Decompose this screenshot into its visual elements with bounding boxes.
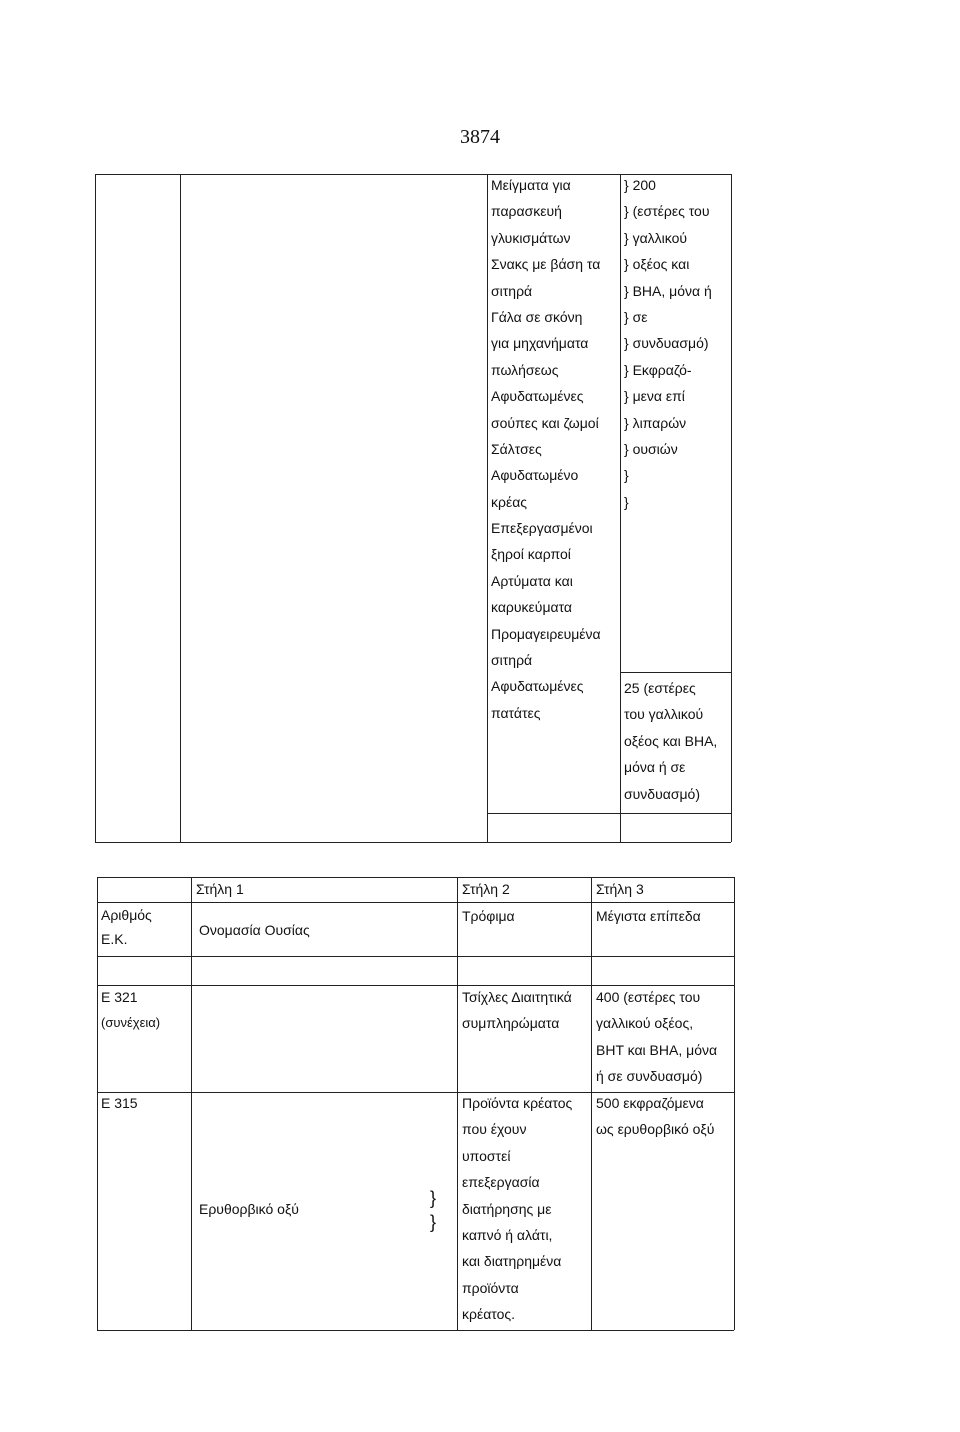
level-line: } οξέος και [624,256,690,273]
food-line: συμπληρώματα [462,1015,560,1032]
food-line: Σάλτσες [491,440,542,457]
level-line: } Εκφραζό- [624,361,692,378]
level-line: } [624,493,629,510]
upper-table-left-border [95,174,96,842]
number-header-line: Αριθμός [101,907,152,923]
food-line: Επεξεργασμένοι [491,520,593,537]
max-levels-header: Μέγιστα επίπεδα [596,908,701,924]
lower-table-header-bottom [97,956,734,957]
food-line: που έχουν [462,1121,527,1138]
lower-table-bottom-border [97,1330,734,1331]
level-line: } σε [624,308,648,325]
upper-levels-group-1 [624,172,712,515]
level-line: } 200 [624,177,656,193]
food-line: επεξεργασία [462,1174,540,1191]
number-header [101,903,152,951]
level-line: ή σε συνδυασμό) [596,1068,703,1085]
row-e321-foods [462,984,572,1037]
food-line: Αφυδατωμένες [491,678,584,695]
level-line: 400 (εστέρες του [596,989,701,1005]
food-line: Τσίχλες Διαιτητικά [462,989,572,1005]
food-line: προϊόντα [462,1279,519,1296]
food-line: πατάτες [491,704,541,721]
level-line: ως ερυθορβικό οξύ [596,1121,715,1138]
lower-table-left-border [97,877,98,1330]
food-line: Αφυδατωμένες [491,388,584,405]
food-line: κρέατος. [462,1306,516,1323]
foods-header: Τρόφιμα [462,908,515,924]
food-line: σιτηρά [491,652,533,669]
food-line: Προϊόντα κρέατος [462,1095,573,1111]
food-line: καρυκεύματα [491,599,573,616]
upper-table-bottom-border [95,842,731,843]
food-line: καπνό ή αλάτι, [462,1226,553,1243]
food-line: ξηροί καρποί [491,546,571,563]
number-header-line: Ε.Κ. [101,931,128,947]
food-line: Αρτύματα και [491,572,573,589]
food-line: Προμαγειρευμένα [491,625,601,642]
lower-table-col-line-3 [591,877,592,1330]
level-line: γαλλικού οξέος, [596,1015,694,1032]
lower-table-col-line-2 [457,877,458,1330]
level-line: ΒΗΤ και ΒΗΑ, μόνα [596,1041,718,1058]
number-line: Ε 321 [101,989,138,1005]
food-line: γλυκισμάτων [491,229,571,246]
food-line: Αφυδατωμένο [491,467,579,484]
food-line: Γάλα σε σκόνη [491,308,583,325]
food-line: για μηχανήματα [491,335,589,352]
level-line: 25 (εστέρες [624,680,696,696]
column-1-label: Στήλη 1 [196,881,244,897]
level-line: συνδυασμό) [624,785,700,802]
food-line: πωλήσεως [491,361,559,378]
level-line: οξέος και ΒΗΑ, [624,732,718,749]
upper-table-col-line-3 [620,174,621,842]
lower-table-col-line-1 [191,877,192,1330]
upper-table-inner-line [487,813,731,814]
level-line: } συνδυασμό) [624,335,709,352]
food-line: υποστεί [462,1147,511,1164]
food-line: σιτηρά [491,282,533,299]
food-line: Μείγματα για [491,177,571,193]
level-line: του γαλλικού [624,706,704,723]
column-2-label: Στήλη 2 [462,881,510,897]
food-line: διατήρησης με [462,1200,552,1217]
upper-foods-column [491,172,601,726]
page-number: 3874 [460,126,500,148]
level-line: } ΒΗΑ, μόνα ή [624,282,712,299]
number-line: (συνέχεια) [101,1015,161,1031]
upper-levels-group-2 [624,675,717,807]
brace-line: } [430,1212,437,1232]
level-line: 500 εκφραζόμενα [596,1095,704,1111]
curly-brace-mark [430,1186,436,1234]
row-e321-number [101,984,160,1037]
food-line: σούπες και ζωμοί [491,414,599,431]
upper-table-col-line-2 [487,174,488,842]
substance-header: Ονομασία Ουσίας [199,922,310,938]
food-line: παρασκευή [491,203,562,220]
row-e315-foods [462,1090,572,1328]
level-line: μόνα ή σε [624,759,686,776]
lower-table-right-border [734,877,735,1330]
level-line: } [624,467,629,484]
upper-table-right-border [731,174,732,842]
level-line: } ουσιών [624,440,678,457]
level-line: } γαλλικού [624,229,688,246]
upper-table-levels-divider [620,672,731,673]
level-line: } (εστέρες του [624,203,710,220]
level-line: } μενα επί [624,388,685,405]
food-line: Σνακς με βάση τα [491,256,601,273]
row-e315-substance: Ερυθορβικό οξύ [199,1201,299,1217]
upper-table-col-line-1 [180,174,181,842]
row-e315-levels [596,1090,714,1143]
column-3-label: Στήλη 3 [596,881,644,897]
level-line: } λιπαρών [624,414,687,431]
food-line: και διατηρημένα [462,1253,562,1270]
row-e321-levels [596,984,717,1090]
food-line: κρέας [491,493,528,510]
row-e315-number: Ε 315 [101,1095,138,1111]
brace-line: } [430,1188,437,1208]
